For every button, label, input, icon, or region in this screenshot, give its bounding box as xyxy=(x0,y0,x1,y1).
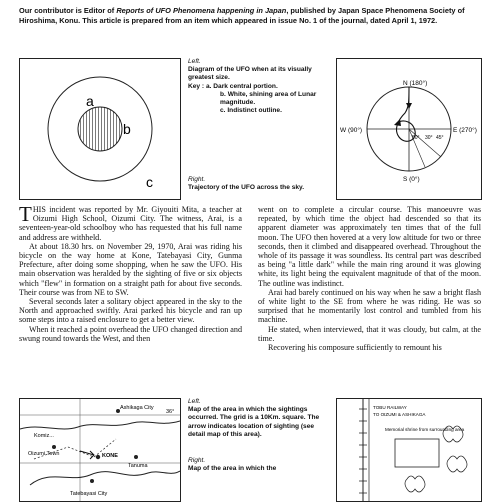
ufo-dark-centre xyxy=(78,107,122,151)
intro-text-2: , published by Japan Space Phenomena Society of Hiroshima, Konu. This article is prepared from an item which appeared in issue No. 1 of the journal, dated April 1, 1972. xyxy=(19,6,465,25)
compass-svg xyxy=(337,59,481,199)
label-b: b xyxy=(123,121,131,137)
area-map-figure xyxy=(19,398,181,502)
map-town-dot xyxy=(134,455,138,459)
trajectory-arrow-icon xyxy=(394,119,401,126)
ufo-diagram-figure xyxy=(19,58,181,200)
detail-map-figure xyxy=(336,398,482,502)
article-paragraph: THIS incident was reported by Mr. Giyouiti Mita, a teacher at Oizumi High School, Oizumi City. The witness, Arai, is a seventeen-year-old schoolboy who has requested that his full name and address are withheld. xyxy=(19,202,242,242)
article-paragraph: He stated, when interviewed, that it was cloudy, but calm, at the time. xyxy=(258,324,481,343)
map-river xyxy=(30,471,180,485)
compass-west: W (90°) xyxy=(340,127,363,134)
drop-cap: T xyxy=(19,202,32,226)
enclosure xyxy=(395,439,439,467)
map-town-dot xyxy=(90,479,94,483)
angle-label-3: 45° xyxy=(436,135,444,141)
article-paragraph: Recovering his composure sufficiently to remount his xyxy=(268,343,442,353)
caption-left-tag: Left. xyxy=(188,58,201,65)
angle-line-1 xyxy=(409,129,441,157)
map-place-label: Komiz... xyxy=(34,433,54,439)
map-caption-right-title: Map of the area in which the xyxy=(188,465,277,473)
article-column-1 xyxy=(19,202,242,343)
caption-right-tag: Right. xyxy=(188,176,206,183)
map-river xyxy=(20,421,180,429)
caption-left-title: Diagram of the UFO when at its visually greatest size. xyxy=(188,66,312,82)
map-caption xyxy=(188,398,328,473)
detail-map-label: TOBU RAILWAY xyxy=(373,405,407,410)
detail-map-label: Memorial shrine from surrounding area xyxy=(385,427,465,432)
label-c: c xyxy=(146,174,153,190)
intro-text-1: Our contributor is Editor of xyxy=(19,6,117,15)
key-line-3: c. Indistinct outline. xyxy=(220,107,282,115)
key-line-2: b. White, shining area of Lunar magnitude. xyxy=(220,90,317,107)
map-place-label: Tanuma xyxy=(128,463,148,469)
map-grid-label: 36° xyxy=(166,409,175,415)
ufo-diagram-caption xyxy=(188,58,333,115)
map-caption-left-tag: Left. xyxy=(188,398,201,405)
map-town-dot xyxy=(96,455,100,459)
article-paragraph: Arai had barely continued on his way when he saw a bright flash of white light to the SE from where he was riding. He was so surprised that he momentarily lost control and tumbled from his machine. xyxy=(258,287,481,325)
compass-south: S (0°) xyxy=(403,176,420,183)
tree-cluster xyxy=(405,476,425,492)
trajectory-figure xyxy=(336,58,482,200)
journal-title: Reports of UFO Phenomena happening in Japan xyxy=(116,6,287,15)
map-place-label: Ashikaga City xyxy=(120,405,154,411)
map-place-label: KONE xyxy=(102,453,118,459)
map-place-label: Tatebayasi City xyxy=(70,491,108,497)
article-paragraph: Several seconds later a solitary object appeared in the sky to the North and approached swiftly. Arai parked his bicycle and ran up some steps into a raised enclosure to get a better view. xyxy=(19,297,242,325)
sighting-arrow-icon xyxy=(80,451,94,459)
label-a: a xyxy=(86,93,94,109)
key-line-1: Key : a. Dark central portion. xyxy=(188,82,278,90)
tree-cluster xyxy=(447,456,467,472)
intro-paragraph xyxy=(19,6,481,25)
ufo-diagram-svg xyxy=(20,59,180,199)
trajectory-caption xyxy=(188,176,328,192)
caption-right-title: Trajectory of the UFO across the sky. xyxy=(188,184,305,192)
map-caption-right-tag: Right. xyxy=(188,457,206,465)
trajectory-loop xyxy=(397,87,416,141)
compass-north: N (180°) xyxy=(403,80,428,87)
compass-east: E (270°) xyxy=(453,127,477,134)
detail-map-svg xyxy=(337,399,481,501)
map-town-dot xyxy=(52,445,56,449)
article-column-2 xyxy=(258,205,481,352)
map-caption-left-title: Map of the area in which the sightings occurred. The grid is a 10Km. square. The arrow indicates location of sighting (see detail map of this area). xyxy=(188,406,320,438)
article-paragraph: went on to complete a circular course. This manoeuvre was repeated, by which time the object had descended so that its apparent diameter was approximately ten times that of the full moon. The UFO then hovered at a very low altitude for two or three seconds, then it climbed and disappeared overhead. Throughout the whole of its passage it was soundless. Its central part was described as being "a little dark" while the main ring around it was glowing white, its light being the equivalent magnitude of that of the moon. The outline was indistinct. xyxy=(258,205,481,288)
angle-label-2: 30° xyxy=(425,135,433,141)
article-paragraph: When it reached a point overhead the UFO changed direction and swung round towards the West, and then xyxy=(19,324,242,343)
area-map-svg xyxy=(20,399,180,501)
article-paragraph: At about 18.30 hrs. on November 29, 1970, Arai was riding his bicycle on the way home at Kone, Tatebayasi City, Gunma Prefecture, after doing some shopping, when he saw the UFO. His main observation was heralded by the sighting of five or six objects which "flew" in formation on a straight path for about five seconds. Their course was from NE to SW. xyxy=(19,241,242,297)
map-place-label: Oizumi Town xyxy=(28,451,60,457)
angle-label-1: 50° xyxy=(412,135,420,141)
detail-map-label: TO OIZUMI & ASHIKAGA xyxy=(373,412,426,417)
